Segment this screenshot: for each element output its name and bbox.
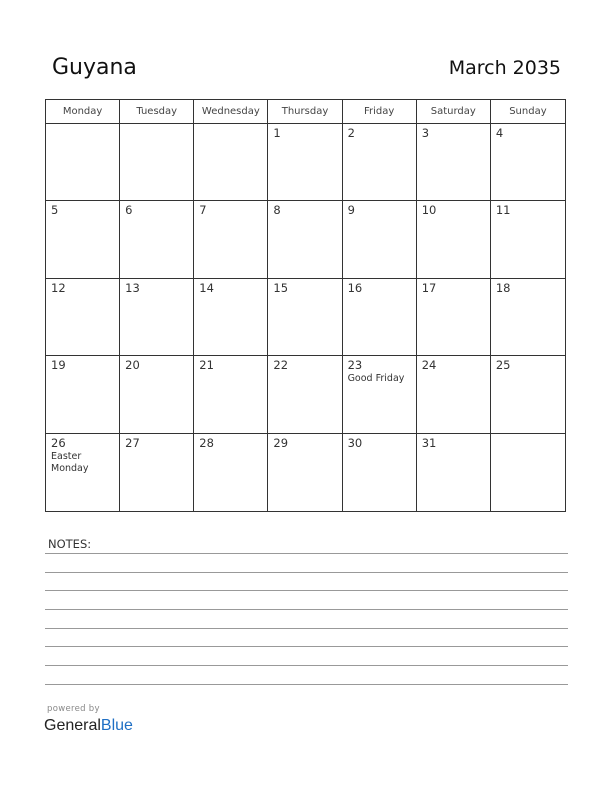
day-cell (120, 356, 194, 433)
day-cell (120, 434, 194, 511)
holiday-label: Easter Monday (51, 450, 89, 474)
calendar-grid (45, 99, 566, 512)
note-line (45, 684, 568, 685)
day-cell (343, 356, 417, 433)
note-line (45, 590, 568, 591)
day-cell (417, 434, 491, 511)
day-cell (194, 201, 268, 278)
day-cell (343, 279, 417, 356)
note-line (45, 665, 568, 666)
day-cell (120, 124, 194, 201)
weekday-header: Sunday (491, 100, 565, 124)
day-number: 9 (347, 203, 355, 218)
brand-logo (44, 717, 133, 735)
day-cell (46, 279, 120, 356)
day-number: 22 (273, 358, 289, 373)
day-cell (417, 201, 491, 278)
day-cell (120, 279, 194, 356)
note-line (45, 572, 568, 573)
day-cell (268, 124, 342, 201)
day-cell (491, 356, 565, 433)
day-cell (343, 434, 417, 511)
day-number: 5 (51, 203, 59, 218)
day-number: 2 (347, 126, 355, 140)
day-number: 29 (273, 435, 289, 450)
note-line (45, 646, 568, 647)
day-number: 24 (421, 358, 437, 373)
day-cell (268, 201, 342, 278)
day-cell (491, 279, 565, 356)
day-cell (491, 124, 565, 201)
weekday-header: Thursday (268, 100, 342, 124)
day-cell (417, 124, 491, 201)
brand-general: General (44, 717, 101, 734)
day-number: 1 (273, 126, 281, 140)
day-cell (46, 201, 120, 278)
day-number: 8 (273, 203, 281, 218)
day-number: 31 (421, 435, 437, 450)
note-line (45, 553, 568, 554)
day-cell (343, 124, 417, 201)
day-number: 10 (421, 203, 437, 218)
day-number: 7 (199, 203, 207, 218)
day-number: 28 (199, 435, 214, 450)
day-cell (194, 356, 268, 433)
day-cell (120, 201, 194, 278)
weekday-header: Saturday (417, 100, 491, 124)
day-number: 6 (125, 203, 133, 218)
day-cell (46, 124, 120, 201)
day-cell (417, 279, 491, 356)
day-number: 25 (495, 358, 511, 373)
month-year-title: March 2035 (448, 57, 561, 79)
day-number: 21 (199, 358, 214, 373)
day-number: 30 (347, 435, 363, 450)
day-number: 17 (421, 280, 437, 295)
day-number: 18 (495, 280, 511, 295)
day-cell (343, 201, 417, 278)
day-number: 20 (125, 358, 140, 373)
weekday-header: Friday (343, 100, 417, 124)
note-line (45, 628, 568, 629)
day-cell (46, 356, 120, 433)
day-cell (194, 124, 268, 201)
day-number: 4 (495, 126, 504, 140)
weekday-header: Monday (46, 100, 120, 124)
weekday-header: Tuesday (120, 100, 194, 124)
notes-label: NOTES: (48, 537, 92, 551)
day-number: 27 (125, 435, 140, 450)
powered-by-text: powered by (47, 704, 100, 714)
holiday-label: Good Friday (347, 373, 405, 385)
country-title: Guyana (52, 55, 137, 80)
brand-blue: Blue (100, 717, 133, 734)
day-cell (194, 434, 268, 511)
day-cell (268, 356, 342, 433)
day-cell (491, 201, 565, 278)
day-number: 14 (199, 280, 214, 295)
day-number: 26 (51, 435, 66, 450)
day-number: 3 (421, 126, 430, 140)
day-number: 11 (495, 203, 511, 218)
day-number: 15 (273, 280, 289, 295)
note-line (45, 609, 568, 610)
day-cell (268, 434, 342, 511)
day-cell (194, 279, 268, 356)
day-number: 13 (125, 280, 140, 295)
day-cell (417, 356, 491, 433)
day-number: 12 (51, 280, 66, 295)
weekday-header: Wednesday (194, 100, 268, 124)
day-cell (268, 279, 342, 356)
day-cell (491, 434, 565, 511)
day-number: 23 (347, 358, 363, 373)
day-number: 19 (51, 358, 66, 373)
day-number: 16 (347, 280, 363, 295)
day-cell (46, 434, 120, 511)
